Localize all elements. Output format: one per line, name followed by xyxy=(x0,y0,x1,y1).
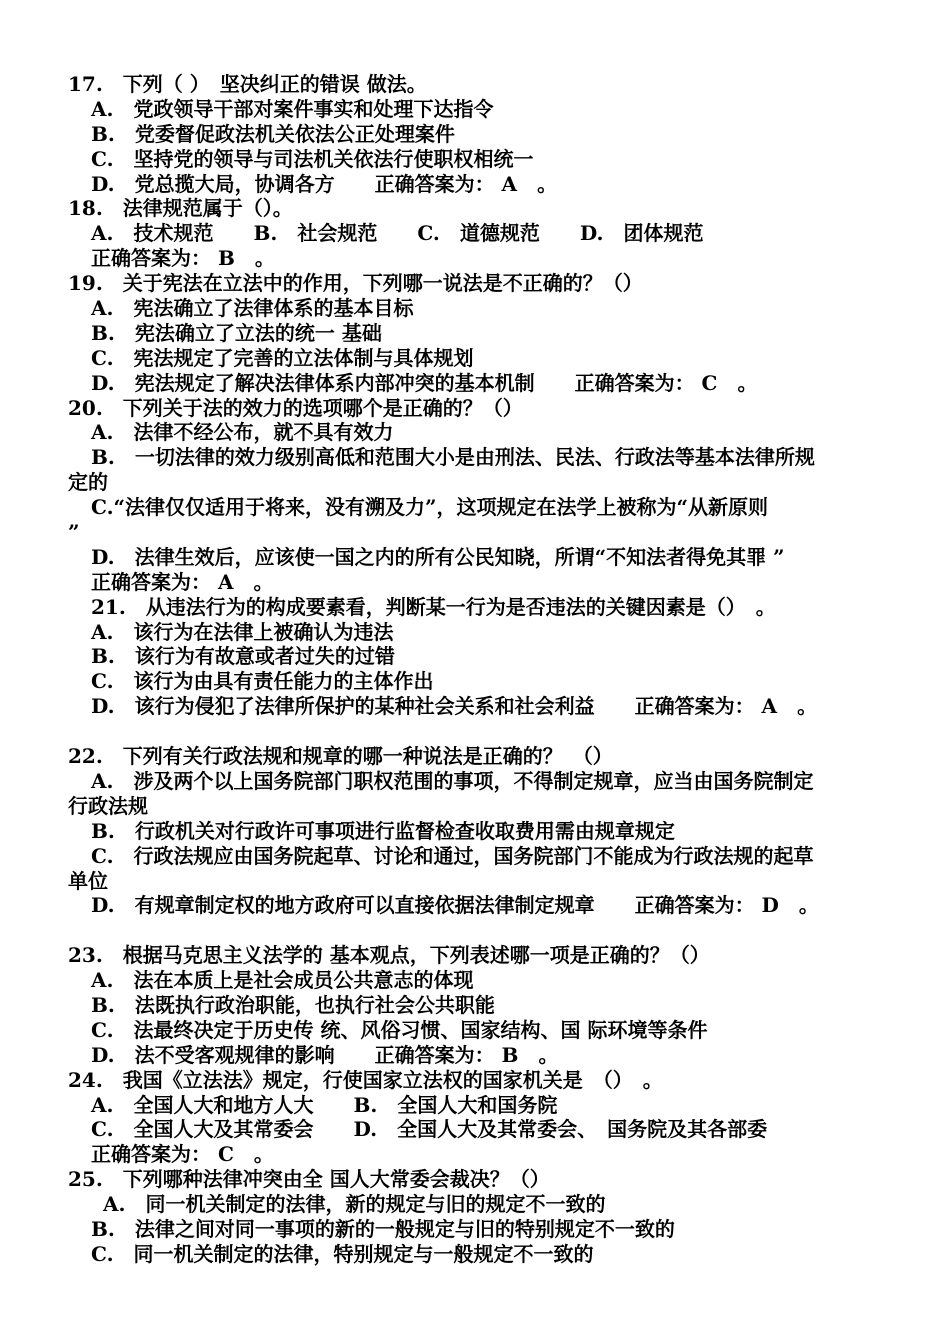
document-page xyxy=(0,72,950,1267)
text-line: 20. 下列关于法的效力的选项哪个是正确的？（） xyxy=(68,395,523,420)
text-line: B. 法既执行政治职能，也执行社会公共职能 xyxy=(91,992,495,1017)
text-line: C. 全国人大及其常委会 D. 全国人大及其常委会、 国务院及其各部委 xyxy=(91,1117,768,1142)
text-line: B. 法律之间对同一事项的新的一般规定与旧的特别规定不一致的 xyxy=(91,1216,675,1241)
text-line: C.“法律仅仅适用于将来，没有溯及力”，这项规定在法学上被称为“从新原则 xyxy=(91,495,769,520)
text-line: A. 宪法确立了法律体系的基本目标 xyxy=(91,296,414,321)
text-line: A. 法在本质上是社会成员公共意志的体现 xyxy=(91,968,474,993)
text-line: C. 法最终决定于历史传 统、风俗习惯、国家结构、国 际环境等条件 xyxy=(91,1017,708,1042)
text-line: 24. 我国《立法法》规定，行使国家立法权的国家机关是 （） 。 xyxy=(68,1067,663,1092)
text-line: A. 法律不经公布，就不具有效力 xyxy=(91,420,394,445)
text-line: C. 坚持党的领导与司法机关依法行使职权相统一 xyxy=(91,146,534,171)
text-line: 23. 根据马克思主义法学的 基本观点，下列表述哪一项是正确的？（） xyxy=(68,943,710,968)
text-line: 单位 xyxy=(68,868,108,893)
text-line: D. 法不受客观规律的影响 正确答案为： B 。 xyxy=(91,1042,559,1067)
text-line: C. 宪法规定了完善的立法体制与具体规划 xyxy=(91,345,474,370)
text-line: 21. 从违法行为的构成要素看，判断某一行为是否违法的关键因素是（） 。 xyxy=(91,594,776,619)
text-line: 正确答案为： C 。 xyxy=(91,1142,274,1167)
text-line: D. 党总揽大局，协调各方 正确答案为： A 。 xyxy=(91,171,558,196)
text-line: D. 该行为侵犯了法律所保护的某种社会关系和社会利益 正确答案为： A 。 xyxy=(91,694,818,719)
text-line: A. 涉及两个以上国务院部门职权范围的事项，不得制定规章，应当由国务院制定 xyxy=(91,768,814,793)
text-line: D. 宪法规定了解决法律体系内部冲突的基本机制 正确答案为： C 。 xyxy=(91,370,758,395)
text-line: B. 宪法确立了立法的统一 基础 xyxy=(91,320,382,345)
text-line: C. 同一机关制定的法律，特别规定与一般规定不一致的 xyxy=(91,1241,594,1266)
text-line: C. 该行为由具有责任能力的主体作出 xyxy=(91,669,434,694)
text-line: B. 一切法律的效力级别高低和范围大小是由刑法、民法、行政法等基本法律所规 xyxy=(91,445,815,470)
text-line: 18. 法律规范属于（）。 xyxy=(68,196,293,221)
blank-line xyxy=(0,918,950,943)
text-line: D. 有规章制定权的地方政府可以直接依据法律制定规章 正确答案为： D 。 xyxy=(91,893,819,918)
text-line: A. 该行为在法律上被确认为违法 xyxy=(91,619,394,644)
text-line: C. 行政法规应由国务院起草、讨论和通过，国务院部门不能成为行政法规的起草 xyxy=(91,843,814,868)
text-line: 22. 下列有关行政法规和规章的哪一种说法是正确的？ （） xyxy=(68,744,613,769)
text-line: A. 同一机关制定的法律，新的规定与旧的规定不一致的 xyxy=(103,1192,606,1217)
text-line: 17. 下列（ ） 坚决纠正的错误 做法。 xyxy=(68,72,427,96)
text-line: 正确答案为： A 。 xyxy=(91,569,274,594)
text-line: B. 党委督促政法机关依法公正处理案件 xyxy=(91,121,455,146)
text-line: 25. 下列哪种法律冲突由全 国人大常委会裁决？（） xyxy=(68,1167,550,1192)
text-line: A. 全国人大和地方人大 B. 全国人大和国务院 xyxy=(91,1092,558,1117)
text-line: B. 行政机关对行政许可事项进行监督检查收取费用需由规章规定 xyxy=(91,818,675,843)
text-line: A. 党政领导干部对案件事实和处理下达指令 xyxy=(91,96,494,121)
text-line: 19. 关于宪法在立法中的作用，下列哪一说法是不正确的？（） xyxy=(68,271,643,296)
text-line: 行政法规 xyxy=(68,793,148,818)
text-line: A. 技术规范 B. 社会规范 C. 道德规范 D. 团体规范 xyxy=(91,221,704,246)
text-line: D. 法律生效后，应该使一国之内的所有公民知晓，所谓“不知法者得免其罪 ” xyxy=(91,544,785,569)
text-line: B. 该行为有故意或者过失的过错 xyxy=(91,644,395,669)
text-line: 正确答案为： B 。 xyxy=(91,246,275,271)
text-line: ” xyxy=(68,520,80,545)
text-line: 定的 xyxy=(68,470,108,495)
blank-line xyxy=(0,719,950,744)
